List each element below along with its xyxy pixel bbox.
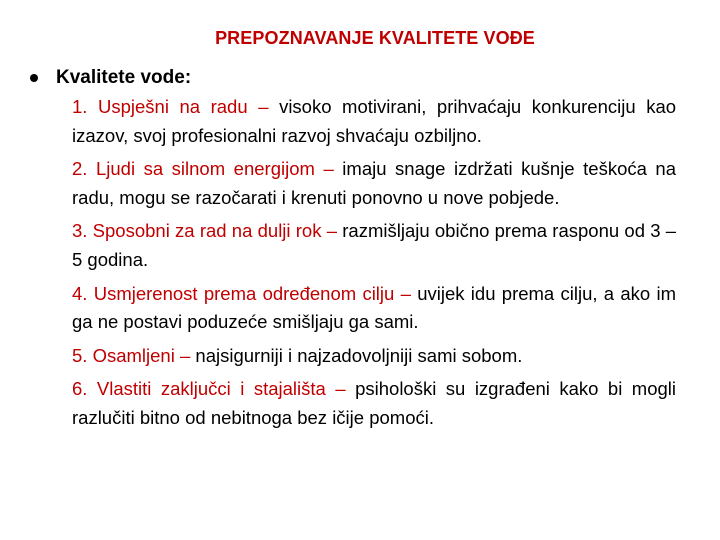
item-lead: 3. Sposobni za rad na dulji rok <box>72 220 322 242</box>
item-text: psihološki su izgrađeni kako bi mogli razlučiti bitno od nebitnoga bez ičije pomoći. <box>72 378 677 428</box>
item-dash: – <box>179 344 191 366</box>
list-item <box>72 342 676 371</box>
bullet-dot-icon <box>30 74 38 82</box>
item-text: visoko motivirani, prihvaćaju konkurenciju kao izazov, svoj profesionalni razvoj shvaćaju ozbiljno. <box>72 96 677 146</box>
item-text: imaju snage izdržati kušnje teškoća na radu, mogu se razočarati i krenuti ponovno u nove pobjede. <box>72 158 677 208</box>
item-lead: 4. Usmjerenost prema određenom cilju <box>72 282 395 304</box>
item-lead: 1. Uspješni na radu <box>72 96 248 117</box>
list-item <box>72 280 676 337</box>
item-lead: 2. Ljudi sa silnom energijom <box>72 158 315 180</box>
list-item <box>72 375 676 432</box>
list-item <box>72 93 676 150</box>
item-dash: – <box>400 282 411 304</box>
slide-title: PREPOZNAVANJE KVALITETE VOĐE <box>215 28 535 48</box>
bullet-label: Kvalitete vode: <box>56 67 192 88</box>
item-lead: 6. Vlastiti zaključci i stajališta <box>72 378 326 400</box>
list-item <box>72 217 676 274</box>
item-text: razmišljaju obično prema rasponu od 3 – 5 godina. <box>72 220 677 270</box>
item-lead: 5. Osamljeni <box>72 344 175 366</box>
item-dash: – <box>335 378 346 400</box>
bullet-heading <box>30 66 191 90</box>
item-text: najsigurniji i najzadovoljniji sami sobom. <box>195 344 523 366</box>
item-text: uvijek idu prema cilju, a ako im ga ne postavi poduzeće smišljaju ga sami. <box>72 282 677 333</box>
item-dash: – <box>258 96 269 117</box>
item-dash: – <box>326 220 338 242</box>
list-item <box>72 155 676 212</box>
qualities-list <box>72 93 676 438</box>
item-dash: – <box>323 158 334 180</box>
